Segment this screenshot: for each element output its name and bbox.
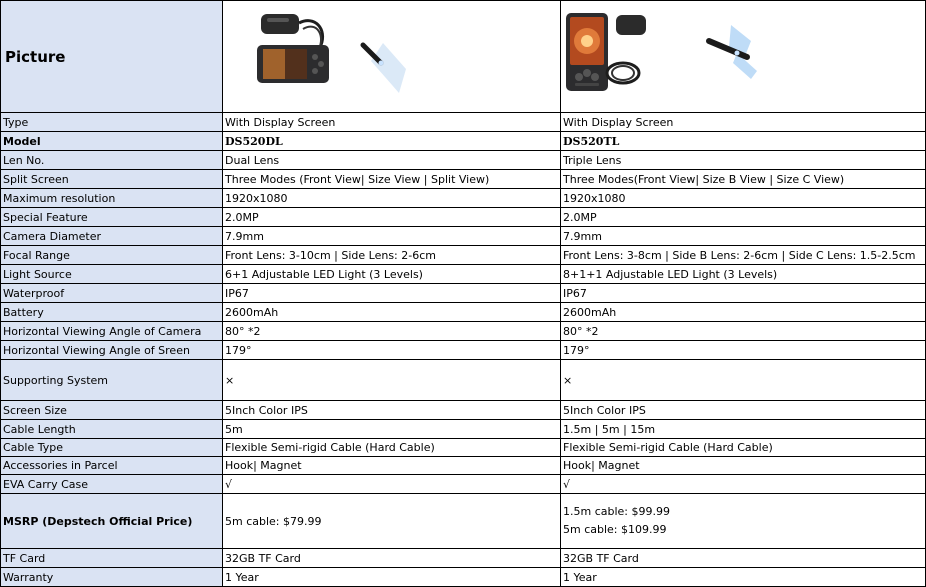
ds520dl-value: 5m <box>223 420 561 439</box>
row-label: Special Feature <box>1 208 223 227</box>
row-label: Model <box>1 132 223 151</box>
row-label: Maximum resolution <box>1 189 223 208</box>
ds520dl-value: √ <box>223 475 561 494</box>
ds520dl-value: × <box>223 360 561 401</box>
ds520tl-value: 8+1+1 Adjustable LED Light (3 Levels) <box>561 265 926 284</box>
ds520dl-value: Three Modes (Front View| Size View | Split View) <box>223 170 561 189</box>
row-label: MSRP (Depstech Official Price) <box>1 494 223 549</box>
ds520dl-value: 5m cable: $79.99 <box>223 494 561 549</box>
table-row <box>1 439 926 457</box>
ds520tl-value: 2600mAh <box>561 303 926 322</box>
table-row <box>1 246 926 265</box>
msrp-line: 5m cable: $109.99 <box>563 523 667 536</box>
row-label: Cable Type <box>1 439 223 457</box>
ds520tl-product-svg <box>561 1 926 112</box>
ds520dl-value: 2600mAh <box>223 303 561 322</box>
table-row <box>1 420 926 439</box>
ds520dl-model: DS520DL <box>223 132 561 151</box>
ds520dl-value: 32GB TF Card <box>223 549 561 568</box>
msrp-line: 1.5m cable: $99.99 <box>563 505 670 518</box>
ds520dl-value: 6+1 Adjustable LED Light (3 Levels) <box>223 265 561 284</box>
ds520dl-value: Flexible Semi-rigid Cable (Hard Cable) <box>223 439 561 457</box>
product-image-ds520dl <box>223 1 561 113</box>
row-label: Warranty <box>1 568 223 587</box>
table-row <box>1 360 926 401</box>
table-row <box>1 401 926 420</box>
ds520tl-value: 7.9mm <box>561 227 926 246</box>
ds520tl-value: 1 Year <box>561 568 926 587</box>
ds520tl-value: 80° *2 <box>561 322 926 341</box>
ds520tl-value: With Display Screen <box>561 113 926 132</box>
ds520dl-value: 7.9mm <box>223 227 561 246</box>
product-image-ds520tl <box>561 1 926 113</box>
table-row <box>1 227 926 246</box>
row-label: Accessories in Parcel <box>1 457 223 475</box>
ds520tl-value: 2.0MP <box>561 208 926 227</box>
table-row <box>1 170 926 189</box>
ds520tl-value: Triple Lens <box>561 151 926 170</box>
row-label: Camera Diameter <box>1 227 223 246</box>
table-row <box>1 265 926 284</box>
table-row <box>1 549 926 568</box>
ds520tl-model: DS520TL <box>561 132 926 151</box>
ds520tl-value: Three Modes(Front View| Size B View | Size C View) <box>561 170 926 189</box>
row-label: Len No. <box>1 151 223 170</box>
row-label: Supporting System <box>1 360 223 401</box>
table-row <box>1 284 926 303</box>
table-row <box>1 208 926 227</box>
ds520dl-value: 80° *2 <box>223 322 561 341</box>
ds520dl-value: Dual Lens <box>223 151 561 170</box>
table-row <box>1 113 926 132</box>
ds520tl-value: 1920x1080 <box>561 189 926 208</box>
ds520dl-value: 179° <box>223 341 561 360</box>
ds520tl-value: × <box>561 360 926 401</box>
row-label: Battery <box>1 303 223 322</box>
row-label: EVA Carry Case <box>1 475 223 494</box>
ds520tl-msrp <box>561 494 926 549</box>
row-label: Light Source <box>1 265 223 284</box>
table-row <box>1 341 926 360</box>
ds520dl-value: With Display Screen <box>223 113 561 132</box>
ds520tl-value: IP67 <box>561 284 926 303</box>
ds520tl-value: 32GB TF Card <box>561 549 926 568</box>
ds520dl-value: 5Inch Color IPS <box>223 401 561 420</box>
table-row <box>1 151 926 170</box>
row-label: Screen Size <box>1 401 223 420</box>
row-label: Horizontal Viewing Angle of Sreen <box>1 341 223 360</box>
ds520dl-value: Front Lens: 3-10cm | Side Lens: 2-6cm <box>223 246 561 265</box>
table-row <box>1 189 926 208</box>
ds520tl-value: 5Inch Color IPS <box>561 401 926 420</box>
row-label: Horizontal Viewing Angle of Camera <box>1 322 223 341</box>
ds520tl-value: √ <box>561 475 926 494</box>
ds520dl-value: 2.0MP <box>223 208 561 227</box>
ds520tl-value: Hook| Magnet <box>561 457 926 475</box>
ds520tl-value: 1.5m | 5m | 15m <box>561 420 926 439</box>
row-label: Focal Range <box>1 246 223 265</box>
ds520dl-value: 1920x1080 <box>223 189 561 208</box>
table-row <box>1 494 926 549</box>
table-row <box>1 457 926 475</box>
row-label: Waterproof <box>1 284 223 303</box>
table-row <box>1 322 926 341</box>
picture-label: Picture <box>1 1 223 113</box>
ds520tl-value: Flexible Semi-rigid Cable (Hard Cable) <box>561 439 926 457</box>
table-row <box>1 475 926 494</box>
table-row <box>1 303 926 322</box>
row-label: Cable Length <box>1 420 223 439</box>
ds520tl-value: 179° <box>561 341 926 360</box>
table-row <box>1 568 926 587</box>
ds520dl-value: 1 Year <box>223 568 561 587</box>
table-row <box>1 1 926 113</box>
row-label: Type <box>1 113 223 132</box>
row-label: TF Card <box>1 549 223 568</box>
row-label: Split Screen <box>1 170 223 189</box>
ds520dl-value: Hook| Magnet <box>223 457 561 475</box>
ds520dl-product-svg <box>223 1 561 112</box>
table-row <box>1 132 926 151</box>
ds520tl-value: Front Lens: 3-8cm | Side B Lens: 2-6cm | Side C Lens: 1.5-2.5cm <box>561 246 926 265</box>
ds520dl-value: IP67 <box>223 284 561 303</box>
